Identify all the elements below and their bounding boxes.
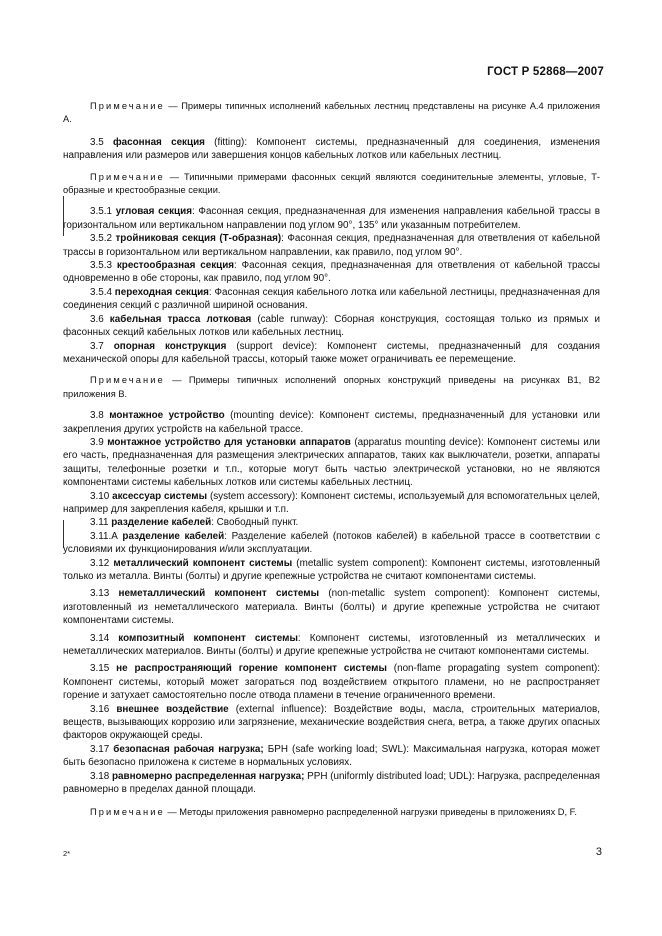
document-header: ГОСТ Р 52868—2007 <box>487 66 604 78</box>
page-number: 3 <box>595 846 602 858</box>
clause-3-18: 3.18 равномерно распределенная нагрузка; РРН (uniformly distributed load; UDL): Нагрузка, распределенная равномерно в пределах данной площади. <box>63 770 600 796</box>
clause-3-7: 3.7 опорная конструкция (support device): Компонент системы, предназначенный для создания механической опоры для кабельной трассы, который также может ограничивать ее перемещение. <box>63 340 600 365</box>
clause-3-5-2: 3.5.2 тройниковая секция (Т-образная): Фасонная секция, предназначенная для ответвления от кабельной трассы в горизонтальном или вертикальном направлении, как правило, под углом 90°. <box>63 233 600 258</box>
note-label: Примечание <box>90 101 165 111</box>
clause-3-14: 3.14 композитный компонент системы: Компонент системы, изготовленный из металлических и неметаллических материалов. Винты (болты) и другие крепежные устройства не считают компонентами системы. <box>63 632 600 658</box>
clause-3-16: 3.16 внешнее воздействие (external influence): Воздействие воды, масла, строительных материалов, веществ, вызывающих коррозию или загрязнение, механические воздействия снега, ветра, а также других опасных факторов окружающей среды. <box>63 703 600 742</box>
footer-sheet-mark: 2* <box>63 849 71 858</box>
note: Примечание — Методы приложения равномерно распределенной нагрузки приведены в приложениях D, F. <box>90 806 577 817</box>
clause-3-8: 3.8 монтажное устройство (mounting device): Компонент системы, предназначенный для установки или закрепления других устройств на кабельной трассе. <box>63 410 600 435</box>
note: Примечание — Примеры типичных исполнений опорных конструкций приведены на рисунках В1, В2 приложения В. <box>63 375 600 399</box>
note-label: Примечание <box>90 375 165 386</box>
clause-3-11: 3.11 разделение кабелей: Свободный пункт. <box>90 517 299 529</box>
note: Примечание — Типичными примерами фасонных секций являются соединительные элементы, угловые, Т-образные и крестообразные секции. <box>63 171 600 196</box>
clause-3-15: 3.15 не распространяющий горение компонент системы (non-flame propagating system component): Компонент системы, который может загораться под воздействием открытого пламени, но не распространяет горение и затухает самостоятельно после отвода пламени в течение ограниченного времени. <box>63 663 600 702</box>
clause-3-13: 3.13 неметаллический компонент системы (non-metallic system component): Компонент системы, изготовленный из неметаллического материала. Винты (болты) и другие крепежные устройства не считают компонентами системы. <box>63 588 600 627</box>
note: Примечание — Примеры типичных исполнений кабельных лестниц представлены на рисунке А.4 приложения А. <box>63 101 600 125</box>
clause-3-9: 3.9 монтажное устройство для установки аппаратов (apparatus mounting device): Компонент системы или его часть, предназначенная для размещения электрических аппаратов, таких как выключатели, розетки, аппараты защиты, телефонные розетки и т.п., которые могут быть частью электрической установки, но не являются компонентами системы кабельных лотков или системы кабельных лестниц. <box>63 436 600 489</box>
note-label: Примечание <box>90 806 165 817</box>
page-body <box>63 100 600 819</box>
clause-3-6: 3.6 кабельная трасса лотковая (cable runway): Сборная конструкция, состоящая только из прямых и фасонных секций кабельных лотков или кабельных лестниц. <box>63 313 600 339</box>
clause-3-5-4: 3.5.4 переходная секция: Фасонная секция кабельного лотка или кабельной лестницы, предназначенная для соединения секций с различной шириной основания. <box>63 286 600 312</box>
clause-3-12: 3.12 металлический компонент системы (metallic system component): Компонент системы, изготовленный только из металла. Винты (болты) и другие крепежные устройства не считают компонентами системы. <box>63 557 600 582</box>
clause-3-5: 3.5 фасонная секция (fitting): Компонент системы, предназначенный для соединения, изменения направления или размеров или завершения концов кабельных лотков или кабельных лестниц. <box>63 136 600 162</box>
note-label: Примечание <box>90 171 165 182</box>
clause-3-11-a: 3.11.А разделение кабелей: Разделение кабелей (потоков кабелей) в кабельной трассе в соответствии с условиями их функционирования и/или эксплуатации. <box>63 530 601 556</box>
clause-3-5-1: 3.5.1 угловая секция: Фасонная секция, предназначенная для изменения направления кабельной трассы в горизонтальном или вертикальном направлении под углом 90°, 135° или указанным потребителем. <box>63 206 600 231</box>
clause-3-17: 3.17 безопасная рабочая нагрузка; БРН (safe working load; SWL): Максимальная нагрузка, которая может быть безопасно приложена к системе в нормальных условиях. <box>63 743 601 769</box>
clause-3-10: 3.10 аксессуар системы (system accessory): Компонент системы, используемый для вспомогательных целей, например для закрепления кабеля, крышки и т.п. <box>63 490 600 515</box>
clause-3-5-3: 3.5.3 крестообразная секция: Фасонная секция, предназначенная для ответвления от кабельной трассы одновременно в обе стороны, как правило, под углом 90°. <box>63 260 600 285</box>
